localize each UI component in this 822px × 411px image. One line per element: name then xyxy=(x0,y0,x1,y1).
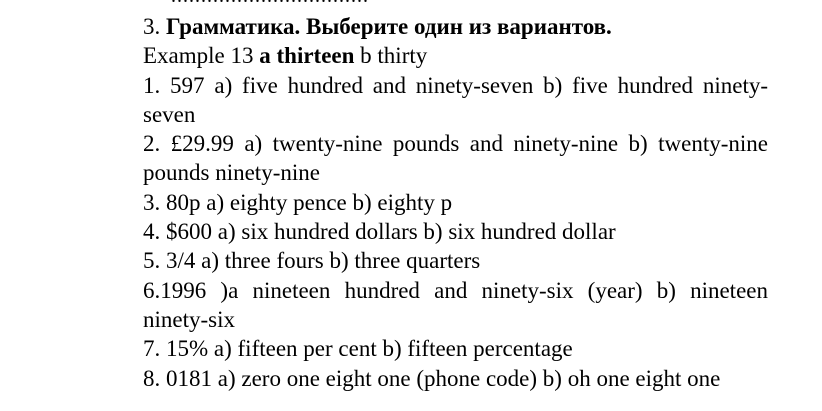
item-6: 6.1996 )a nineteen hundred and ninety-six (year) b) nineteen ninety-six xyxy=(143,277,768,332)
item-2: 2. £29.99 a) twenty-nine pounds and ninety-nine b) twenty-nine pounds ninety-nine xyxy=(143,131,768,186)
item-8: 8. 0181 a) zero one eight one (phone code) b) oh one eight one xyxy=(143,365,721,391)
example-line xyxy=(143,41,768,70)
example-other: b thirty xyxy=(360,43,428,69)
item-7: 7. 15% a) fifteen per cent b) fifteen percentage xyxy=(143,336,573,362)
example-answer: a thirteen xyxy=(259,43,355,69)
exercise-block xyxy=(143,12,768,393)
section-heading xyxy=(143,12,768,41)
section-number: 3. xyxy=(143,14,161,39)
dotted-line xyxy=(171,0,369,6)
item-3: 3. 80p a) eighty pence b) eighty p xyxy=(143,189,453,215)
item-1: 1. 597 a) five hundred and ninety-seven b) five hundred ninety-seven xyxy=(143,72,768,127)
example-prefix: Example 13 xyxy=(143,43,254,69)
section-title: Грамматика. Выберите один из вариантов. xyxy=(166,14,612,39)
item-4: 4. $600 a) six hundred dollars b) six hundred dollar xyxy=(143,219,616,245)
item-5: 5. 3/4 a) three fours b) three quarters xyxy=(143,248,481,274)
